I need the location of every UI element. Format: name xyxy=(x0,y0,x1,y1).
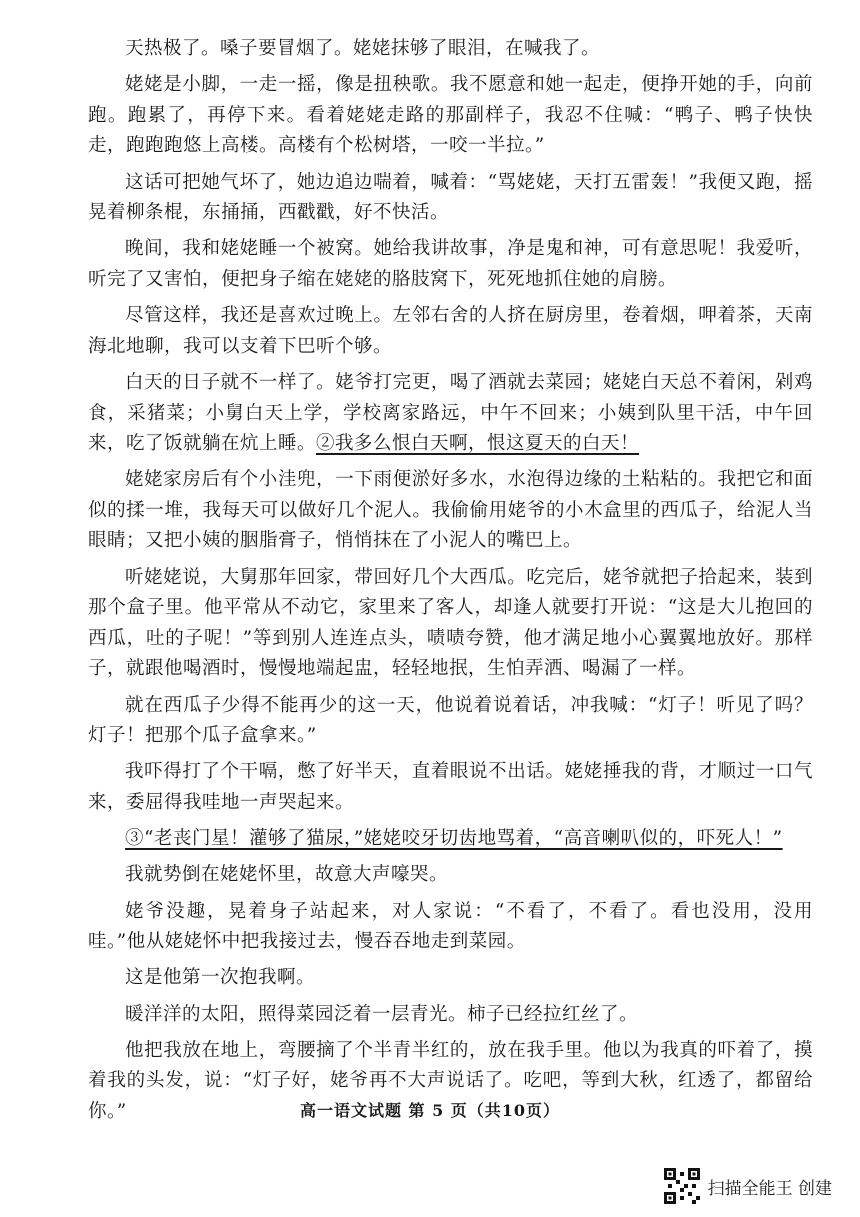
paragraph xyxy=(88,963,813,994)
paragraph xyxy=(88,70,813,162)
paragraph xyxy=(88,563,813,685)
paragraph xyxy=(88,34,813,65)
paragraph-text: 天热极了。嗓子要冒烟了。姥姥抹够了眼泪，在喊我了。 xyxy=(125,38,601,59)
paragraph-text: 姥姥是小脚，一走一摇，像是扭秧歌。我不愿意和她一起走，便挣开她的手，向前跑。跑累了，再停下来。看着姥姥走路的那副样子，我忍不住喊：“鸭子、鸭子快快走，跑跑跑悠上高楼。高楼有个松树塔，一咬一半拉。” xyxy=(88,74,813,157)
paragraph-text: 姥姥家房后有个小洼兜，一下雨便淤好多水，水泡得边缘的土粘粘的。我把它和面似的揉一堆，我每天可以做好几个泥人。我偷偷用姥爷的小木盒里的西瓜子，给泥人当眼睛；又把小姨的胭脂膏子，悄悄抹在了小泥人的嘴巴上。 xyxy=(88,469,813,552)
paragraph-text: 这是他第一次抱我啊。 xyxy=(125,967,316,989)
paragraph xyxy=(88,757,813,818)
paragraph xyxy=(88,1000,813,1031)
paragraph xyxy=(88,301,813,362)
paragraph-text: 姥爷没趣，晃着身子站起来，对人家说：“不看了，不看了。看也没用，没用哇。”他从姥姥怀中把我接过去，慢吞吞地走到菜园。 xyxy=(88,900,813,953)
underlined-sentence: ③“老丧门星！灌够了猫尿，”姥姥咬牙切齿地骂着，“高音喇叭似的，吓死人！” xyxy=(125,828,783,850)
paragraph-text: 晚间，我和姥姥睡一个被窝。她给我讲故事，净是鬼和神，可有意思呢！我爱听，听完了又害怕，便把身子缩在姥姥的胳肢窝下，死死地抓住她的肩膀。 xyxy=(88,238,813,290)
paragraph-text: 尽管这样，我还是喜欢过晚上。左邻右舍的人挤在厨房里，卷着烟，呷着茶，天南海北地聊，我可以支着下巴听个够。 xyxy=(88,305,813,357)
paragraph xyxy=(88,691,813,752)
page-footer: 高一语文试题 第 5 页（共10页） xyxy=(299,1101,561,1120)
underlined-sentence: ②我多么恨白天啊，恨这夏天的白天！ xyxy=(316,433,640,455)
paragraph xyxy=(88,897,813,958)
paragraph xyxy=(88,234,813,295)
scanner-watermark xyxy=(664,1168,832,1204)
paragraph-text: 我吓得打了个干嗝，憋了好半天，直着眼说不出话。姥姥捶我的背，才顺过一口气来，委屈得我哇地一声哭起来。 xyxy=(88,761,813,813)
paragraph-text: 暖洋洋的太阳，照得菜园泛着一层青光。柿子已经拉红丝了。 xyxy=(125,1003,639,1025)
document-body xyxy=(88,34,813,1133)
paragraph xyxy=(88,824,813,855)
paragraph-text: 听姥姥说，大舅那年回家，带回好几个大西瓜。吃完后，姥爷就把子拾起来，装到那个盒子里。他平常从不动它，家里来了客人，却逢人就要打开说：“这是大儿抱回的西瓜，吐的子呢！”等到别人连连点头，啧啧夸赞，他才满足地小心翼翼地放好。那样子，就跟他喝酒时，慢慢地端起盅，轻轻地抿，生怕弄洒、喝漏了一样。 xyxy=(88,566,813,680)
paragraph-text: 这话可把她气坏了，她边追边喘着，喊着：“骂姥姥，天打五雷轰！”我便又跑，摇晃着柳条棍，东捅捅，西戳戳，好不快活。 xyxy=(88,171,813,224)
scanner-label: 扫描全能王 创建 xyxy=(707,1178,832,1199)
paragraph xyxy=(88,168,813,229)
paragraph-text: 我就势倒在姥姥怀里，故意大声嚎哭。 xyxy=(125,864,449,886)
paragraph xyxy=(88,465,813,557)
paragraph xyxy=(88,368,813,460)
paragraph xyxy=(88,860,813,891)
paragraph-text: 白天的日子就不一样了。姥爷打完更，喝了酒就去菜园；姥姥白天总不着闲，剁鸡食，采猪菜；小舅白天上学，学校离家路远，中午不回来；小姨到队里干活，中午回来，吃了饭就躺在炕上睡。 xyxy=(88,371,813,455)
qr-code-icon xyxy=(664,1168,700,1204)
paragraph-text: 就在西瓜子少得不能再少的这一天，他说着说着话，冲我喊：“灯子！听见了吗？灯子！把那个瓜子盒拿来。” xyxy=(88,694,813,747)
paragraph-text: 他把我放在地上，弯腰摘了个半青半红的，放在我手里。他以为我真的吓着了，摸着我的头发，说：“灯子好，姥爷再不大声说话了。吃吧，等到大秋，红透了，都留给你。” xyxy=(88,1039,813,1122)
